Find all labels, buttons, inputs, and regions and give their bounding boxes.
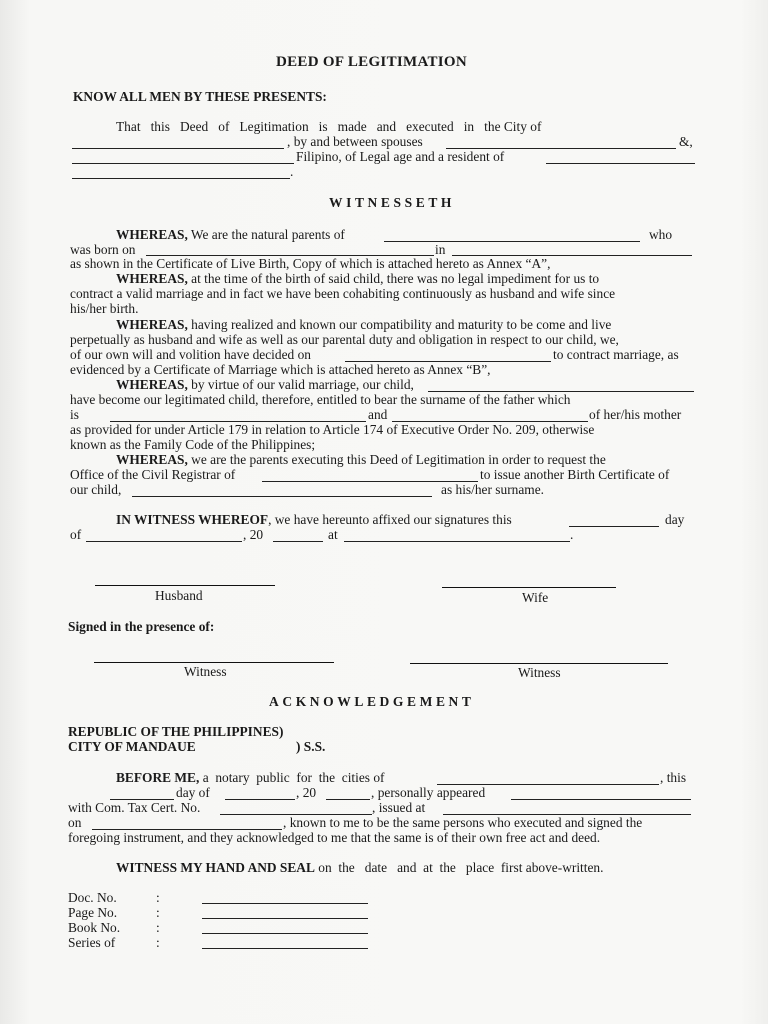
series-blank[interactable] xyxy=(202,948,368,949)
whereas-5-line-2a: Office of the Civil Registrar of xyxy=(70,467,236,482)
witnesseth-heading: WITNESSETH xyxy=(329,195,456,210)
book-no-blank[interactable] xyxy=(202,933,368,934)
whereas-4-and: and xyxy=(368,407,388,422)
book-no-colon: : xyxy=(156,920,160,935)
residence-blank-2[interactable] xyxy=(72,178,290,179)
venue-city: CITY OF MANDAUE xyxy=(68,739,196,754)
notary-year-blank[interactable] xyxy=(326,799,370,800)
in-witness-day: day xyxy=(665,512,685,527)
city-blank[interactable] xyxy=(72,148,284,149)
notary-issued: , issued at xyxy=(372,800,426,815)
signing-month-blank[interactable] xyxy=(86,541,242,542)
whereas-4-line-1: WHEREAS, by virtue of our valid marriage, our child, xyxy=(116,377,414,392)
notary-month-blank[interactable] xyxy=(225,799,295,800)
whereas-3-line-3a: of our own will and volition have decided on xyxy=(70,347,311,362)
whereas-4-line-4: as provided for under Article 179 in relation to Article 174 of Executive Order No. 209, otherwise xyxy=(70,422,595,437)
witness-2-signature-line[interactable] xyxy=(410,663,668,664)
whereas-3-line-2: perpetually as husband and wife as well as our parental duty and obligation in respect to our child, we, xyxy=(70,332,619,347)
page-no-label: Page No. xyxy=(68,905,118,920)
doc-no-blank[interactable] xyxy=(202,903,368,904)
whereas-5-line-3a: our child, xyxy=(70,482,122,497)
venue-republic: REPUBLIC OF THE PHILIPPINES) xyxy=(68,724,284,739)
whereas-4-is: is xyxy=(70,407,79,422)
whereas-4-line-2: have become our legitimated child, therefore, entitled to bear the surname of the father which xyxy=(70,392,571,407)
notary-ctc: with Com. Tax Cert. No. xyxy=(68,800,201,815)
appeared-persons-blank[interactable] xyxy=(511,799,691,800)
whereas-1-annex: as shown in the Certificate of Live Birth, Copy of which is attached hereto as Annex “A”, xyxy=(70,256,551,271)
notary-this: , this xyxy=(660,770,687,785)
witness-1-label: Witness xyxy=(184,664,227,679)
intro-amp: &, xyxy=(679,134,693,149)
wife-signature-line[interactable] xyxy=(442,587,616,588)
signing-year-blank[interactable] xyxy=(273,541,323,542)
signing-place-blank[interactable] xyxy=(344,541,570,542)
doc-no-label: Doc. No. xyxy=(68,890,117,905)
intro-spouses-text: , by and between spouses xyxy=(287,134,423,149)
whereas-1-born: was born on xyxy=(70,242,136,257)
whereas-3-line-1: WHEREAS, having realized and known our compatibility and maturity to be come and live xyxy=(116,317,612,332)
hand-seal-line: WITNESS MY HAND AND SEAL on the date and at the place first above-written. xyxy=(116,860,604,875)
spouse-2-blank[interactable] xyxy=(72,163,294,164)
whereas-3-line-4: evidenced by a Certificate of Marriage which is attached hereto as Annex “B”, xyxy=(70,362,491,377)
notary-known: , known to me to be the same persons who executed and signed the xyxy=(283,815,643,830)
husband-signature-line[interactable] xyxy=(95,585,275,586)
notary-day-of: day of xyxy=(176,785,210,800)
whereas-2-line-2: contract a valid marriage and in fact we have been cohabiting continuously as husband and wife since xyxy=(70,286,616,301)
venue-ss: ) S.S. xyxy=(296,739,326,754)
acknowledgement-heading: ACKNOWLEDGEMENT xyxy=(269,694,475,709)
wife-label: Wife xyxy=(522,590,549,605)
whereas-4-mother: of her/his mother xyxy=(589,407,682,422)
signing-day-blank[interactable] xyxy=(569,526,659,527)
whereas-2-line-3: his/her birth. xyxy=(70,301,139,316)
notary-twenty: , 20 xyxy=(296,785,317,800)
witness-1-signature-line[interactable] xyxy=(94,662,334,663)
notary-line-1: BEFORE ME, a notary public for the cities of xyxy=(116,770,385,785)
intro-line-1: That this Deed of Legitimation is made and executed in the City of xyxy=(116,119,542,134)
whereas-5-line-2b: to issue another Birth Certificate of xyxy=(480,467,670,482)
whereas-5-line-1: WHEREAS, we are the parents executing this Deed of Legitimation in order to request the xyxy=(116,452,606,467)
husband-label: Husband xyxy=(155,588,203,603)
intro-period: . xyxy=(290,164,294,179)
signed-presence-label: Signed in the presence of: xyxy=(68,619,215,634)
document-title: DEED OF LEGITIMATION xyxy=(276,54,468,70)
know-all-heading: KNOW ALL MEN BY THESE PRESENTS: xyxy=(73,89,327,104)
whereas-1-first: WHEREAS, We are the natural parents of xyxy=(116,227,345,242)
whereas-5-line-3b: as his/her surname. xyxy=(441,482,545,497)
residence-blank[interactable] xyxy=(546,163,695,164)
in-witness-of: of xyxy=(70,527,82,542)
series-label: Series of xyxy=(68,935,116,950)
in-witness-twenty: , 20 xyxy=(243,527,264,542)
whereas-3-line-3b: to contract marriage, as xyxy=(553,347,679,362)
new-surname-blank[interactable] xyxy=(132,496,432,497)
whereas-2-line-1: WHEREAS, at the time of the birth of said child, there was no legal impediment for us to xyxy=(116,271,600,286)
witness-2-label: Witness xyxy=(518,665,561,680)
in-witness-end: . xyxy=(570,527,574,542)
book-no-label: Book No. xyxy=(68,920,121,935)
doc-no-colon: : xyxy=(156,890,160,905)
notary-line-5: foregoing instrument, and they acknowledged to me that the same is of their own free act and deed. xyxy=(68,830,601,845)
notary-appeared: , personally appeared xyxy=(371,785,486,800)
intro-resident-text: Filipino, of Legal age and a resident of xyxy=(296,149,505,164)
in-witness-at: at xyxy=(328,527,338,542)
page-no-blank[interactable] xyxy=(202,918,368,919)
whereas-1-in: in xyxy=(435,242,446,257)
child-name-blank[interactable] xyxy=(384,241,640,242)
notary-on: on xyxy=(68,815,82,830)
page-no-colon: : xyxy=(156,905,160,920)
in-witness-line-1: IN WITNESS WHEREOF, we have hereunto affixed our signatures this xyxy=(116,512,512,527)
whereas-4-line-5: known as the Family Code of the Philippines; xyxy=(70,437,316,452)
whereas-1-who: who xyxy=(649,227,673,242)
series-colon: : xyxy=(156,935,160,950)
